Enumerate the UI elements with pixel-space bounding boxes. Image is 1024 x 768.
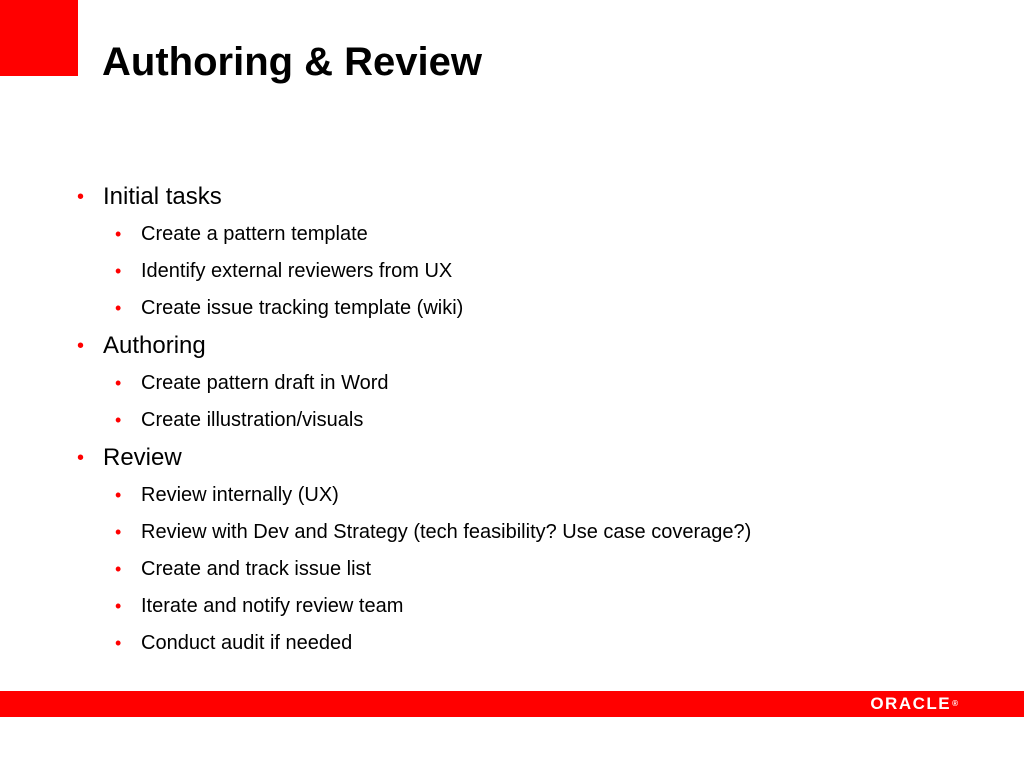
bullet-text: Initial tasks [103,183,222,210]
bullet-icon: • [115,410,122,430]
bullet-text: Create and track issue list [141,558,372,580]
bullet-list [0,178,1024,662]
logo-text: ORACLE [870,694,952,713]
bullet-text: Identify external reviewers from UX [141,260,453,282]
bullet-text: Create issue tracking template (wiki) [141,297,464,319]
bullet-item-level1 [0,178,1024,216]
bullet-text: Authoring [103,332,206,359]
slide-title: Authoring & Review [102,40,483,84]
bullet-text: Review [103,444,182,471]
bullet-item-level2 [0,253,1024,290]
registered-mark-icon: ® [952,699,958,708]
bullet-item-level2 [0,477,1024,514]
oracle-logo [870,694,958,714]
bullet-icon: • [115,261,122,281]
bullet-item-level2 [0,216,1024,253]
bullet-text: Create illustration/visuals [141,409,364,431]
bullet-item-level2 [0,402,1024,439]
bullet-icon: • [115,373,122,393]
bullet-icon: • [115,224,122,244]
bullet-icon: • [77,447,85,469]
bullet-icon: • [115,596,122,616]
bullet-text: Iterate and notify review team [141,595,404,617]
bullet-item-level1 [0,439,1024,477]
bullet-text: Review internally (UX) [141,484,339,506]
bullet-item-level2 [0,290,1024,327]
bullet-icon: • [115,633,122,653]
bullet-icon: • [77,186,85,208]
bullet-icon: • [115,485,122,505]
bullet-text: Create pattern draft in Word [141,372,389,394]
bullet-item-level2 [0,551,1024,588]
bullet-item-level1 [0,327,1024,365]
bullet-icon: • [115,559,122,579]
bullet-icon: • [115,522,122,542]
bullet-icon: • [77,335,85,357]
bullet-text: Conduct audit if needed [141,632,353,654]
bullet-item-level2 [0,365,1024,402]
bullet-item-level2 [0,625,1024,662]
footer-bar [0,691,1024,717]
bullet-text: Review with Dev and Strategy (tech feasibility? Use case coverage?) [141,521,752,543]
corner-accent-block [0,0,78,76]
bullet-text: Create a pattern template [141,223,368,245]
bullet-item-level2 [0,588,1024,625]
bullet-icon: • [115,298,122,318]
bullet-item-level2 [0,514,1024,551]
